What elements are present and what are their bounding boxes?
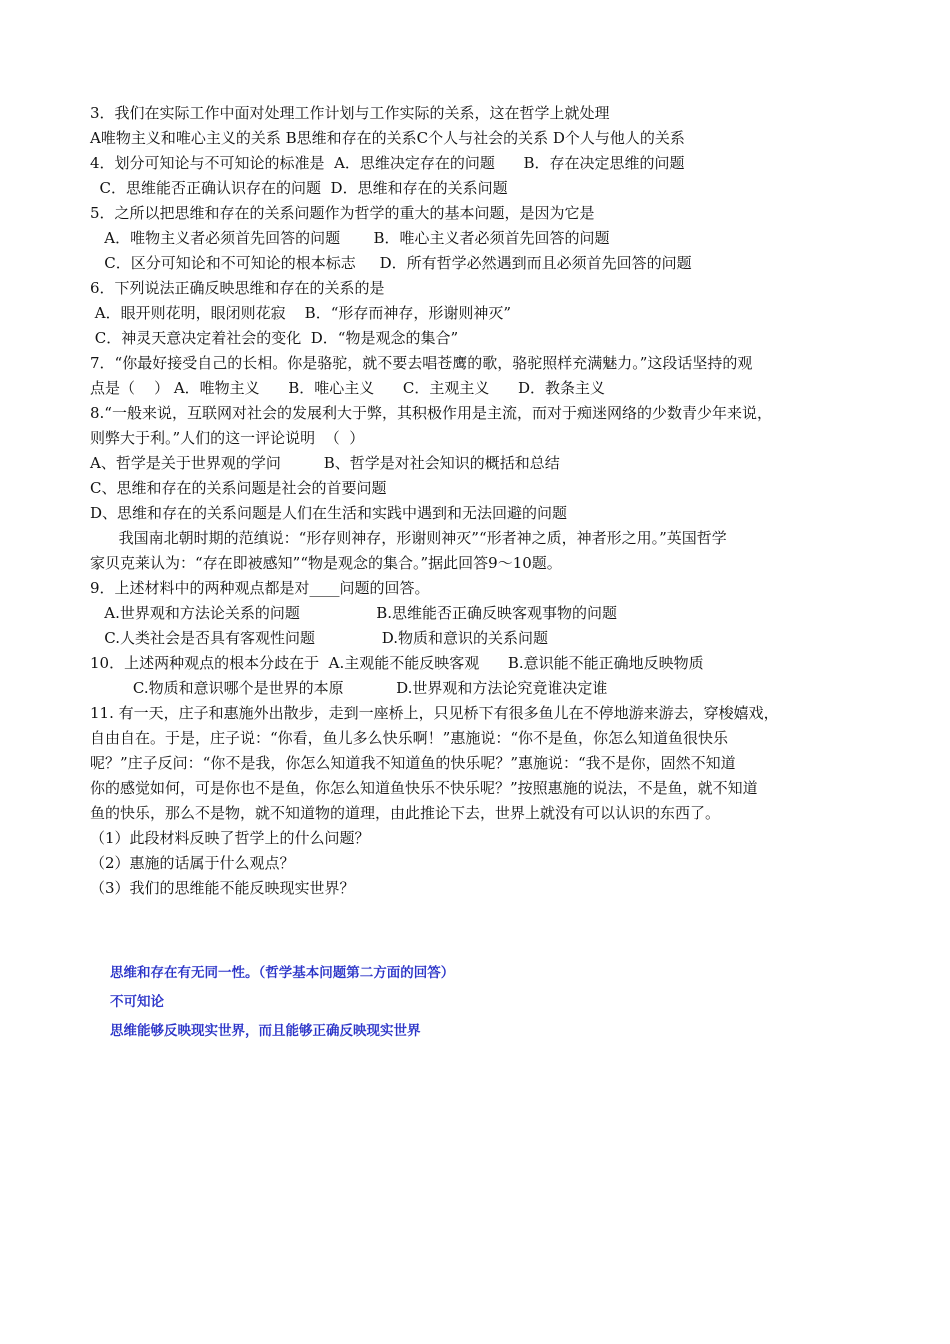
question-7-options: 点是（ ） A．唯物主义 B．唯心主义 C．主观主义 D．教条主义 (90, 379, 606, 397)
question-5-options-cd: C．区分可知论和不可知论的根本标志 D．所有哲学必然遇到而且必须首先回答的问题 (90, 254, 692, 272)
question-9-stem: 9．上述材料中的两种观点都是对____问题的回答。 (90, 579, 430, 597)
answer-2: 不可知论 (110, 994, 164, 1010)
question-8-stem-cont: 则弊大于利。”人们的这一评论说明 （ ） (90, 429, 365, 447)
material-paragraph: 我国南北朝时期的范缜说：“形存则神存，形谢则神灭”“形者神之质，神者形之用。”英国哲学 (90, 529, 727, 547)
question-6-stem: 6．下列说法正确反映思维和存在的关系的是 (90, 279, 385, 297)
answer-1: 思维和存在有无同一性。（哲学基本问题第二方面的回答） (110, 965, 455, 981)
question-4-options: C．思维能否正确认识存在的问题 D．思维和存在的关系问题 (90, 179, 508, 197)
question-7-stem: 7．“你最好接受自己的长相。你是骆驼，就不要去唱苍鹰的歌，骆驼照样充满魅力。”这段话坚持的观 (90, 354, 753, 372)
sub-question-3: （3）我们的思维能不能反映现实世界？ (90, 879, 355, 897)
question-5-stem: 5．之所以把思维和存在的关系问题作为哲学的重大的基本问题，是因为它是 (90, 204, 595, 222)
question-9-options-ab: A.世界观和方法论关系的问题 B.思维能否正确反映客观事物的问题 (90, 604, 617, 622)
question-3-options: A唯物主义和唯心主义的关系 B思维和存在的关系C个人与社会的关系 D个人与他人的关系 (90, 129, 685, 147)
question-8-stem: 8.“一般来说，互联网对社会的发展利大于弊，其积极作用是主流，而对于痴迷网络的少数青少年来说， (90, 404, 772, 422)
question-11-story: 11. 有一天，庄子和惠施外出散步，走到一座桥上，只见桥下有很多鱼儿在不停地游来游去，穿梭嬉戏， (90, 704, 779, 722)
question-11-story-4: 你的感觉如何，可是你也不是鱼，你怎么知道鱼快乐不快乐呢？”按照惠施的说法，不是鱼，就不知道 (90, 779, 758, 797)
question-4-stem: 4．划分可知论与不可知论的标准是 A．思维决定存在的问题 B．存在决定思维的问题 (90, 154, 685, 172)
question-6-options-cd: C．神灵天意决定着社会的变化 D．“物是观念的集合” (90, 329, 459, 347)
question-10-stem: 10．上述两种观点的根本分歧在于 A.主观能不能反映客观 B.意识能不能正确地反映物质 (90, 654, 704, 672)
question-6-options-ab: A．眼开则花明，眼闭则花寂 B．“形存而神存，形谢则神灭” (90, 304, 512, 322)
question-8-options-ab: A、哲学是关于世界观的学问 B、哲学是对社会知识的概括和总结 (90, 454, 560, 472)
sub-question-1: （1）此段材料反映了哲学上的什么问题？ (90, 829, 370, 847)
question-11-story-2: 自由自在。于是，庄子说：“你看，鱼儿多么快乐啊！”惠施说：“你不是鱼，你怎么知道鱼很快乐 (90, 729, 729, 747)
question-3-stem: 3．我们在实际工作中面对处理工作计划与工作实际的关系，这在哲学上就处理 (90, 104, 610, 122)
sub-question-2: （2）惠施的话属于什么观点？ (90, 854, 295, 872)
question-11-story-5: 鱼的快乐，那么不是物，就不知道物的道理，由此推论下去，世界上就没有可以认识的东西了。 (90, 804, 721, 822)
question-8-option-c: C、思维和存在的关系问题是社会的首要问题 (90, 479, 387, 497)
question-5-options-ab: A．唯物主义者必须首先回答的问题 B．唯心主义者必须首先回答的问题 (90, 229, 610, 247)
material-paragraph-cont: 家贝克莱认为：“存在即被感知”“物是观念的集合。”据此回答9～10题。 (90, 554, 562, 572)
question-11-story-3: 呢？”庄子反问：“你不是我，你怎么知道我不知道鱼的快乐呢？”惠施说：“我不是你，固然不知道 (90, 754, 736, 772)
question-9-options-cd: C.人类社会是否具有客观性问题 D.物质和意识的关系问题 (90, 629, 549, 647)
question-10-options-cd: C.物质和意识哪个是世界的本原 D.世界观和方法论究竟谁决定谁 (90, 679, 608, 697)
question-8-option-d: D、思维和存在的关系问题是人们在生活和实践中遇到和无法回避的问题 (90, 504, 568, 522)
answer-3: 思维能够反映现实世界，而且能够正确反映现实世界 (110, 1023, 421, 1039)
